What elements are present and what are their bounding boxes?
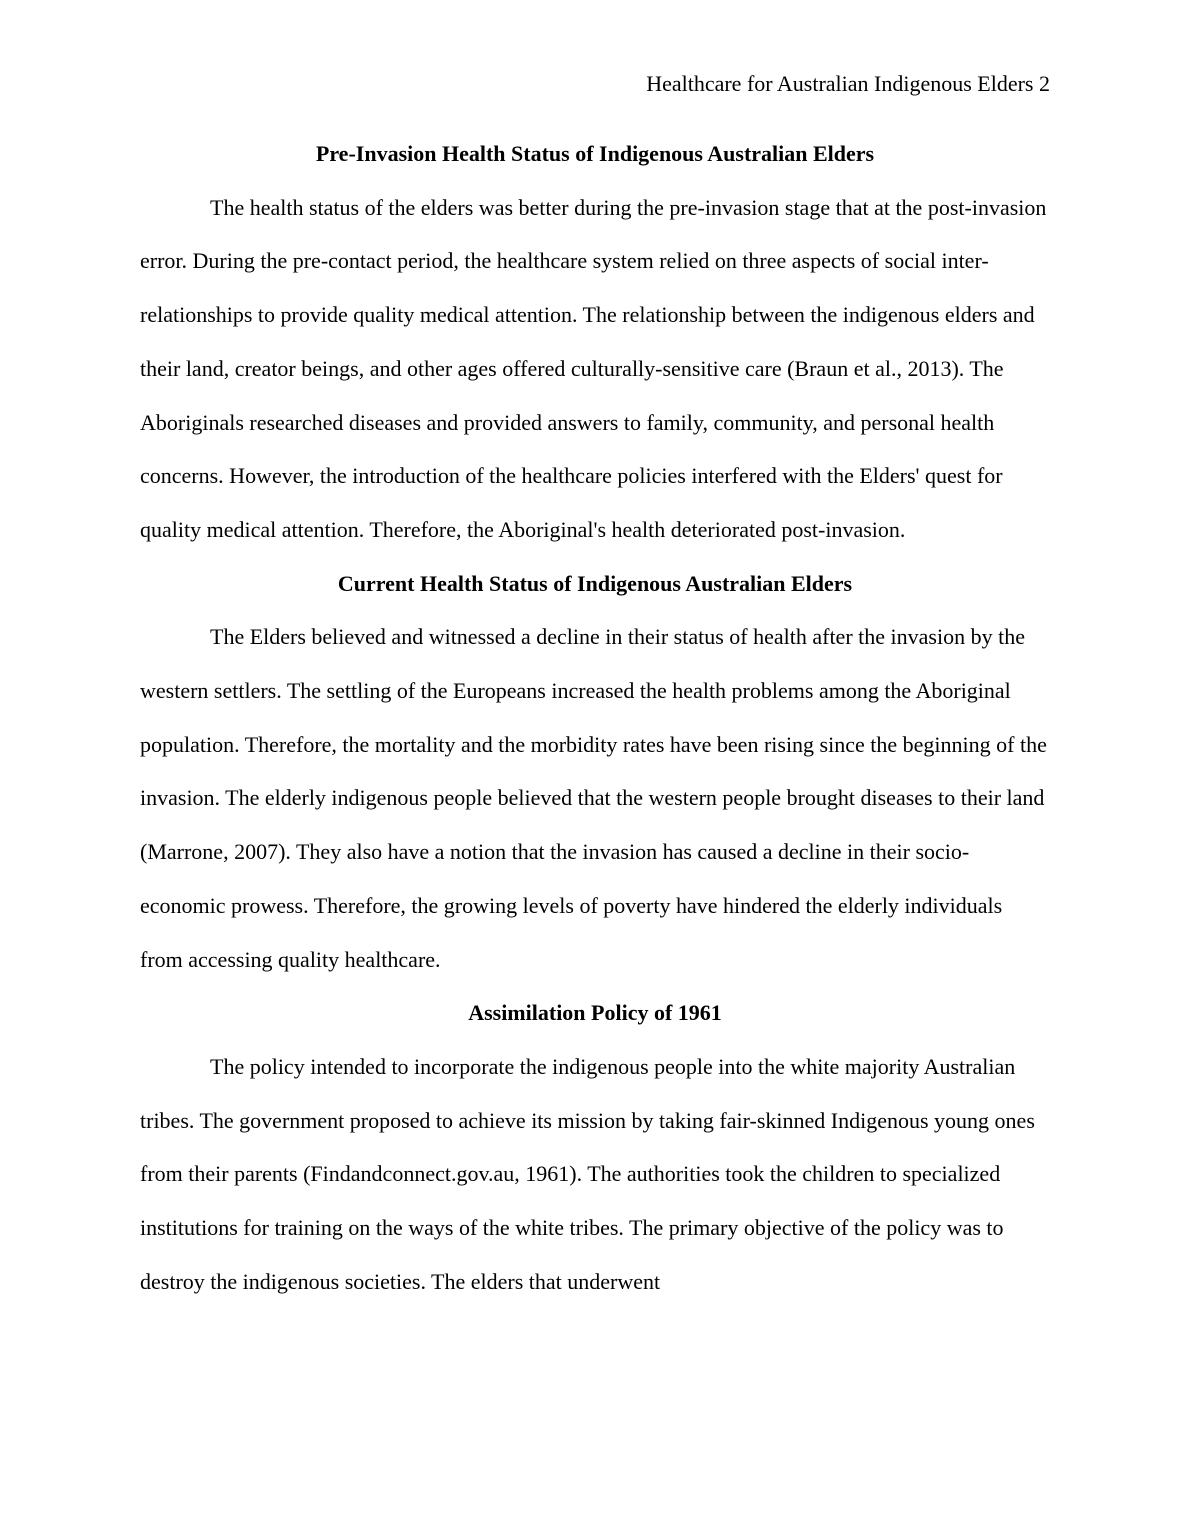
section-heading-assimilation-policy: Assimilation Policy of 1961 bbox=[468, 1000, 722, 1026]
document-body bbox=[140, 127, 1050, 1308]
section-heading-pre-invasion: Pre-Invasion Health Status of Indigenous Australian Elders bbox=[315, 141, 875, 166]
section-paragraph-pre-invasion: The health status of the elders was better during the pre-invasion stage that at the post-invasion error. During the pre-contact period, the healthcare system relied on three aspects of social inter-relationships to provide quality medical attention. The relationship between the indigenous elders and their land, creator beings, and other ages offered culturally-sensitive care (Braun et al., 2013). The Aboriginals researched diseases and provided answers to family, community, and personal health concerns. However, the introduction of the healthcare policies interfered with the Elders' quest for quality medical attention. Therefore, the Aboriginal's health deteriorated post-invasion. bbox=[140, 194, 1047, 542]
section-paragraph-current-health: The Elders believed and witnessed a decline in their status of health after the invasion by the western settlers. The settling of the Europeans increased the health problems among the Aboriginal population. Therefore, the mortality and the morbidity rates have been rising since the beginning of the invasion. The elderly indigenous people believed that the western people brought diseases to their land (Marrone, 2007). They also have a notion that the invasion has caused a decline in their socio-economic prowess. Therefore, the growing levels of poverty have hindered the elderly individuals from accessing quality healthcare. bbox=[140, 624, 1047, 972]
section-paragraph-assimilation-policy: The policy intended to incorporate the indigenous people into the white majority Australian tribes. The government proposed to achieve its mission by taking fair-skinned Indigenous young ones from their parents (Findandconnect.gov.au, 1961). The authorities took the children to specialized institutions for training on the ways of the white tribes. The primary objective of the policy was to destroy the indigenous societies. The elders that underwent bbox=[140, 1053, 1035, 1294]
section-heading-current-health: Current Health Status of Indigenous Australian Elders bbox=[337, 570, 853, 596]
running-head: Healthcare for Australian Indigenous Elders 2 bbox=[646, 71, 1050, 96]
